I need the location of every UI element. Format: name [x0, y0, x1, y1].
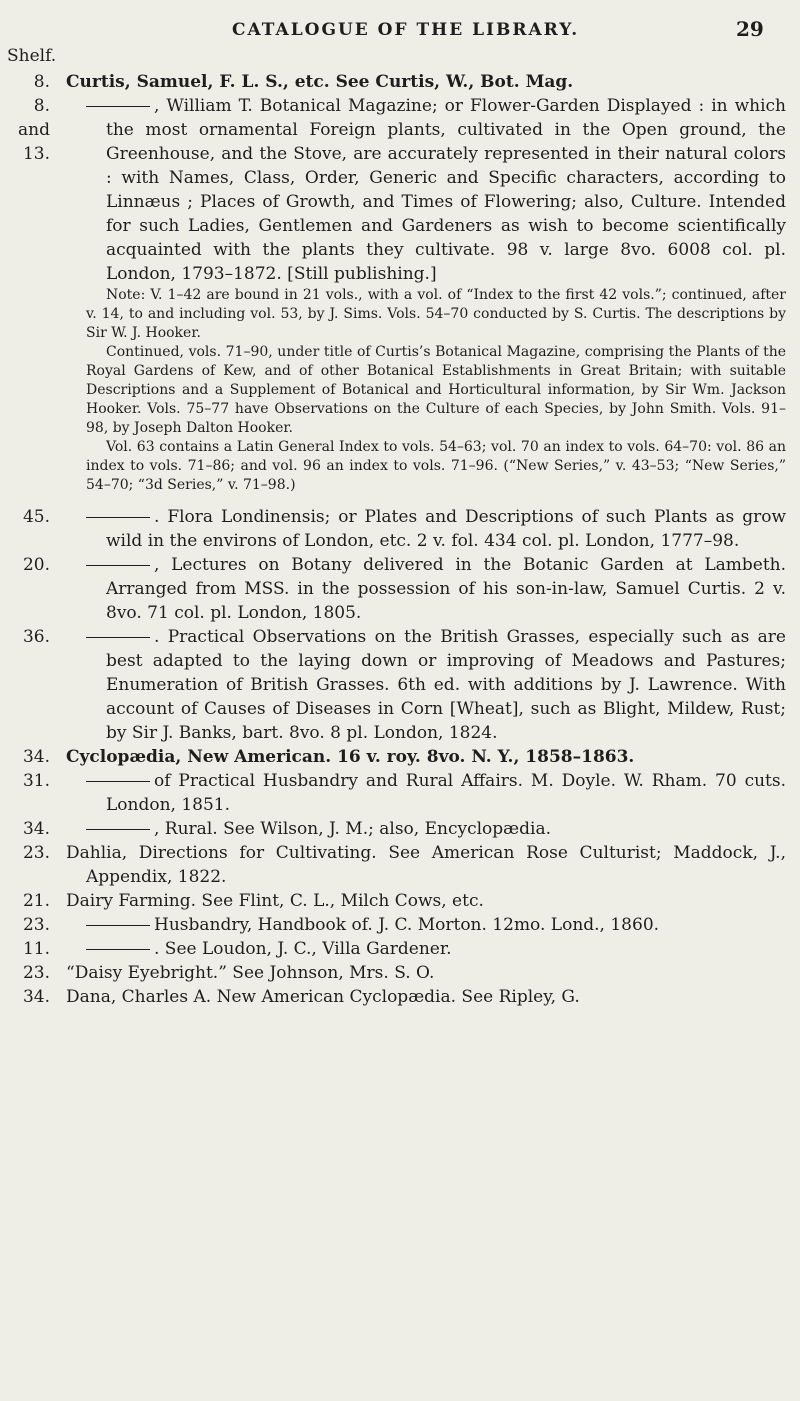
entry-text: Dahlia, Directions for Cultivating. See American Rose Culturist; Maddock, J., Appendix, 1822.: [66, 843, 786, 887]
shelf-number: 34.: [22, 987, 50, 1007]
entry-text-wrapper: [86, 505, 786, 553]
ditto-rule: [86, 517, 150, 518]
catalogue-entry: [0, 817, 800, 841]
entry-text: , Rural. See Wilson, J. M.; also, Encyclopædia.: [154, 819, 551, 839]
entry-note: Note: V. 1–42 are bound in 21 vols., with a vol. of “Index to the first 42 vols.”; continued, after v. 14, to and including vol. 53, by J. Sims. Vols. 54–70 conducted by S. Curtis. The descriptions by Sir W. J. Hooker.: [86, 287, 786, 341]
catalogue-entry: [0, 985, 800, 1009]
catalogue-entry: [0, 94, 800, 495]
shelf-number: 45.: [22, 507, 50, 527]
catalogue-entry: [0, 505, 800, 553]
entry-text: Husbandry, Handbook of. J. C. Morton. 12mo. Lond., 1860.: [154, 915, 660, 935]
catalogue-entry: [0, 553, 800, 625]
entry-note: Vol. 63 contains a Latin General Index to vols. 54–63; vol. 70 an index to vols. 64–70: vol. 86 an index to vols. 71–86; and vol. 96 an index to vols. 71–96. (“New Series,” v. 43–53; “New Series,” 54–70; “3d Series,” v. 71–98.): [86, 439, 786, 493]
running-title: CATALOGUE OF THE LIBRARY.: [232, 20, 580, 40]
ditto-rule: [86, 781, 150, 782]
shelf-number: 23.: [22, 915, 50, 935]
shelf-number: 34.: [22, 747, 50, 767]
page-header: [0, 17, 800, 44]
entry-text-wrapper: [86, 937, 786, 961]
ditto-rule: [86, 106, 150, 107]
shelf-number: 36.: [22, 627, 50, 647]
shelf-number: 20.: [22, 555, 50, 575]
catalogue-entry: [0, 841, 800, 889]
ditto-rule: [86, 637, 150, 638]
catalogue-entries: [0, 70, 800, 1009]
catalogue-entry: [0, 625, 800, 745]
entry-text: Dana, Charles A. New American Cyclopædia. See Ripley, G.: [66, 987, 580, 1007]
entry-text-wrapper: [86, 553, 786, 625]
page-number: 29: [736, 17, 764, 41]
entry-text: Cyclopædia, New American. 16 v. roy. 8vo. N. Y., 1858–1863.: [66, 747, 635, 767]
shelf-column-label: Shelf.: [7, 46, 57, 66]
entry-text-wrapper: [86, 913, 786, 937]
catalogue-entry: [0, 913, 800, 937]
ditto-rule: [86, 949, 150, 950]
shelf-number: 8.: [33, 72, 50, 92]
entry-text: “Daisy Eyebright.” See Johnson, Mrs. S. O.: [66, 963, 435, 983]
entry-text: . Practical Observations on the British Grasses, especially such as are best adapted to the laying down or improving of Meadows and Pastures; Enumeration of British Grasses. 6th ed. with additions by J. Lawrence. With account of Causes of Diseases in Corn [Wheat], such as Blight, Mildew, Rust; by Sir J. Banks, bart. 8vo. 8 pl. London, 1824.: [106, 627, 786, 743]
entry-text-wrapper: [86, 94, 786, 286]
catalogue-entry: [0, 937, 800, 961]
entry-text: Curtis, Samuel, F. L. S., etc. See Curtis, W., Bot. Mag.: [66, 72, 574, 92]
shelf-number: 23.: [22, 843, 50, 863]
entry-text: , Lectures on Botany delivered in the Botanic Garden at Lambeth. Arranged from MSS. in the possession of his son-in-law, Samuel Curtis. 2 v. 8vo. 71 col. pl. London, 1805.: [106, 555, 786, 623]
catalogue-entry: [0, 961, 800, 985]
shelf-number: 8. and 13.: [18, 96, 50, 164]
entry-text: . See Loudon, J. C., Villa Gardener.: [154, 939, 452, 959]
ditto-rule: [86, 925, 150, 926]
ditto-rule: [86, 565, 150, 566]
shelf-number: 11.: [22, 939, 50, 959]
entry-text: of Practical Husbandry and Rural Affairs. M. Doyle. W. Rham. 70 cuts. London, 1851.: [106, 771, 786, 815]
shelf-number: 31.: [22, 771, 50, 791]
catalogue-entry: [0, 70, 800, 94]
shelf-number: 21.: [22, 891, 50, 911]
entry-note: Continued, vols. 71–90, under title of Curtis’s Botanical Magazine, comprising the Plants of the Royal Gardens of Kew, and of other Botanical Establishments in Great Britain; with suitable Descriptions and a Supplement of Botanical and Horticultural information, by Sir Wm. Jackson Hooker. Vols. 75–77 have Observations on the Culture of each Species, by John Smith. Vols. 91–98, by Joseph Dalton Hooker.: [86, 344, 786, 436]
entry-text-wrapper: [86, 625, 786, 745]
catalogue-entry: [0, 889, 800, 913]
entry-text-wrapper: [86, 817, 786, 841]
entry-text: . Flora Londinensis; or Plates and Descriptions of such Plants as grow wild in the environs of London, etc. 2 v. fol. 434 col. pl. London, 1777–98.: [106, 507, 786, 551]
shelf-number: 23.: [22, 963, 50, 983]
ditto-rule: [86, 829, 150, 830]
catalogue-entry: [0, 745, 800, 769]
entry-text: Dairy Farming. See Flint, C. L., Milch Cows, etc.: [66, 891, 484, 911]
shelf-number: 34.: [22, 819, 50, 839]
entry-text: , William T. Botanical Magazine; or Flower-Garden Displayed : in which the most ornamental Foreign plants, cultivated in the Open ground, the Greenhouse, and the Stove, are accurately represented in their natural colors : with Names, Class, Order, Generic and Specific characters, according to Linnæus ; Places of Growth, and Times of Flowering; also, Culture. Intended for such Ladies, Gentlemen and Gardeners as wish to become scientifically acquainted with the plants they cultivate. 98 v. large 8vo. 6008 col. pl. London, 1793–1872. [Still publishing.]: [106, 96, 786, 284]
entry-text-wrapper: [86, 769, 786, 817]
catalogue-entry: [0, 769, 800, 817]
